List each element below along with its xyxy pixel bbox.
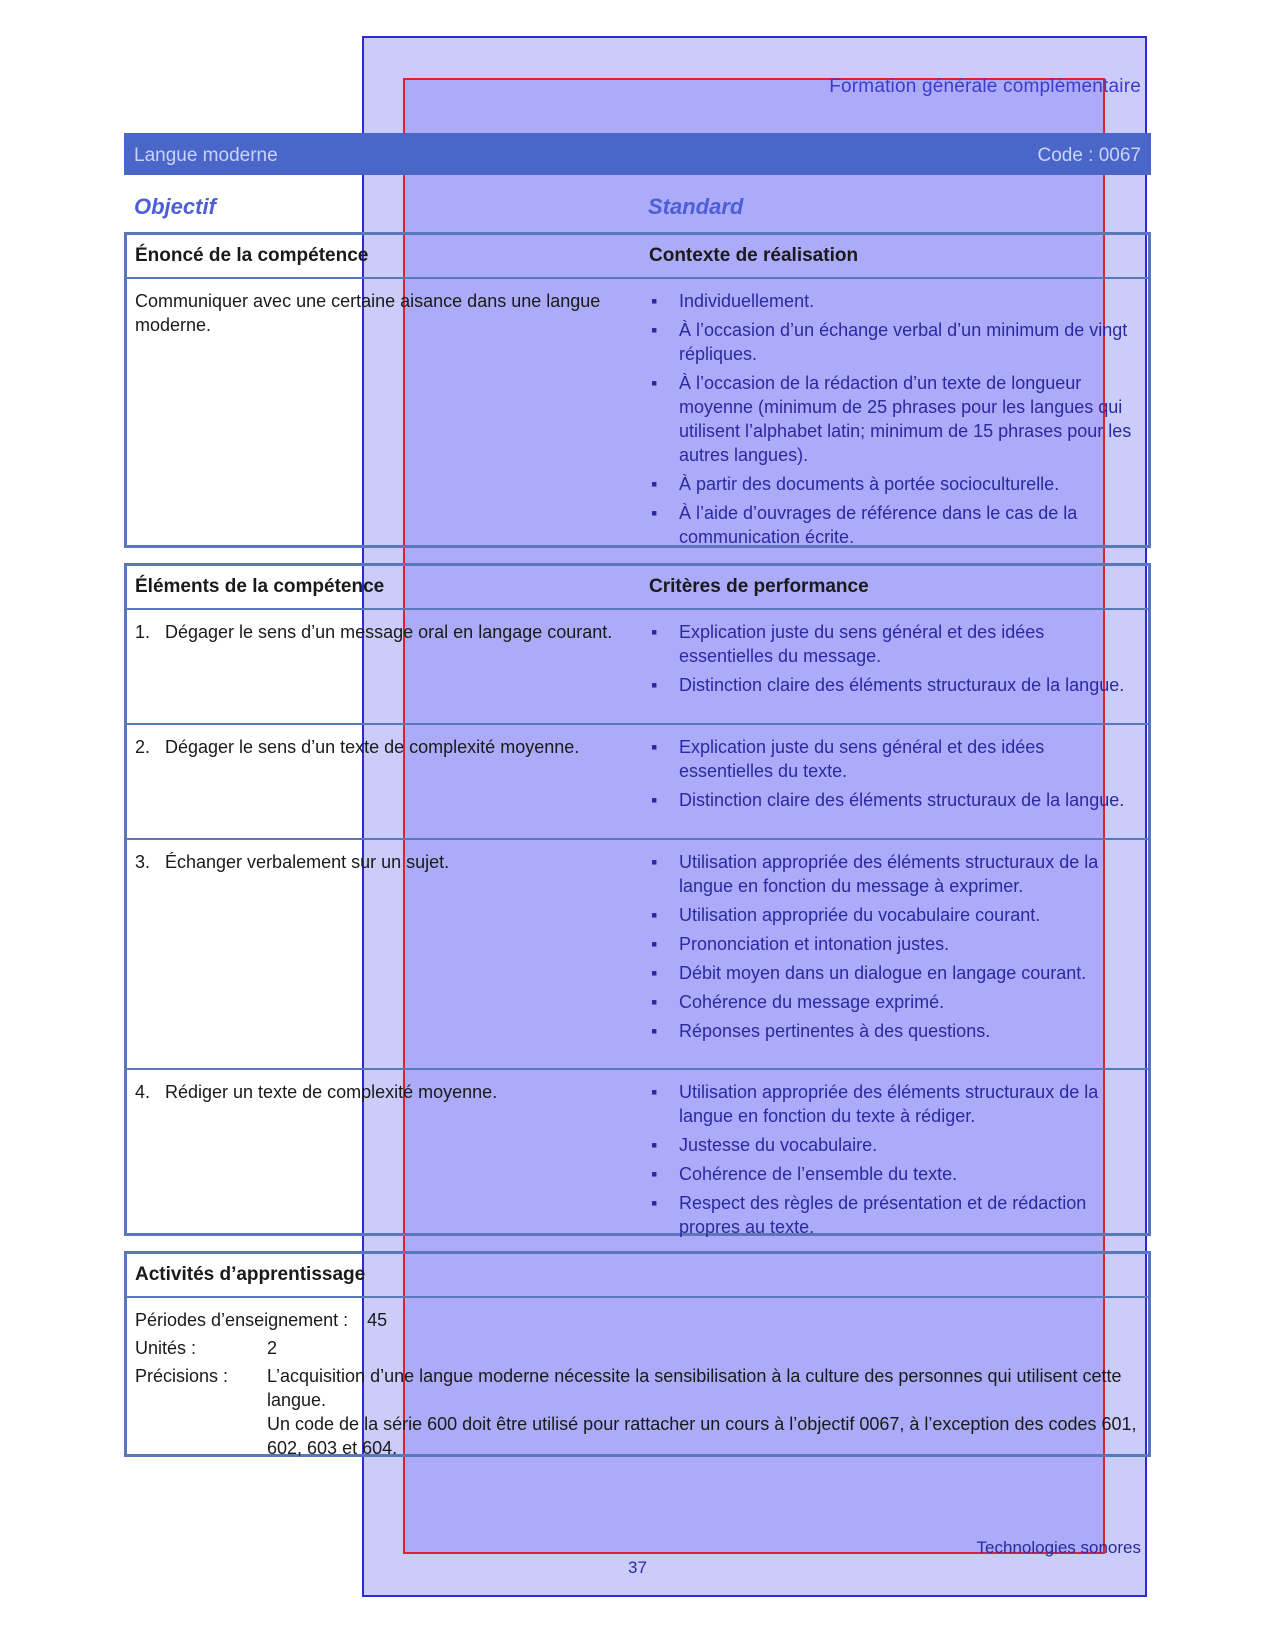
list-item: ▪ Réponses pertinentes à des questions. [649, 1019, 1139, 1043]
precisions-label: Précisions : [135, 1366, 229, 1386]
course-name: Langue moderne [134, 145, 278, 166]
criteres-heading: Critères de performance [649, 576, 869, 597]
activites-heading: Activités d’apprentissage [135, 1264, 366, 1285]
periodes-value: 45 [367, 1310, 388, 1330]
footer-program: Technologies sonores [976, 1538, 1141, 1557]
list-item: ▪ À partir des documents à portée socioculturelle. [649, 472, 1139, 496]
unites-value: 2 [267, 1338, 278, 1358]
standard-label: Standard [648, 194, 744, 219]
element-text [135, 850, 645, 874]
unites-label: Unités : [135, 1338, 197, 1358]
table-row [127, 725, 1148, 840]
elements-heading: Éléments de la compétence [135, 576, 385, 597]
list-item: ▪ Utilisation appropriée du vocabulaire courant. [649, 903, 1139, 927]
list-item: ▪ Justesse du vocabulaire. [649, 1133, 1139, 1157]
activites-header [127, 1254, 1148, 1298]
enonce-text: Communiquer avec une certaine aisance dans une langue moderne. [135, 291, 601, 335]
course-code: Code : 0067 [1037, 145, 1141, 166]
list-item: ▪ À l’occasion d’un échange verbal d’un minimum de vingt répliques. [649, 318, 1139, 366]
list-item: ▪ Utilisation appropriée des éléments structuraux de la langue en fonction du texte à rédiger. [649, 1080, 1139, 1128]
periodes-label: Périodes d’enseignement : [135, 1310, 349, 1330]
element-number: 2. [135, 737, 151, 757]
list-item: ▪ Distinction claire des éléments structuraux de la langue. [649, 788, 1139, 812]
precisions-line [135, 1364, 1140, 1460]
enonce-heading: Énoncé de la compétence [135, 245, 369, 266]
criteria-wrap [649, 1080, 1139, 1244]
table-row [127, 610, 1148, 725]
element-text [135, 1080, 645, 1104]
unites-line [135, 1336, 277, 1360]
activites-box [124, 1251, 1151, 1457]
element-number: 1. [135, 622, 151, 642]
elements-box [124, 563, 1151, 1236]
competence-box [124, 232, 1151, 548]
element-number: 4. [135, 1082, 151, 1102]
contexte-list [649, 289, 1139, 549]
table-row [127, 840, 1148, 1070]
list-item: ▪ Distinction claire des éléments structuraux de la langue. [649, 673, 1139, 697]
element-text [135, 620, 645, 644]
contexte-heading: Contexte de réalisation [649, 245, 859, 266]
criteria-list [649, 850, 1139, 1043]
activites-body [127, 1298, 1148, 1456]
element-label: Dégager le sens d’un texte de complexité moyenne. [165, 737, 580, 757]
criteria-wrap [649, 850, 1139, 1048]
criteria-wrap [649, 735, 1139, 817]
list-item: ▪ Cohérence du message exprimé. [649, 990, 1139, 1014]
list-item: ▪ Explication juste du sens général et des idées essentielles du texte. [649, 735, 1139, 783]
criteria-list [649, 620, 1139, 697]
table-row [127, 1070, 1148, 1240]
competence-row [127, 279, 1148, 545]
periodes-line [135, 1308, 387, 1332]
precisions-text [267, 1364, 1140, 1460]
list-item: ▪ Respect des règles de présentation et de rédaction propres au texte. [649, 1191, 1139, 1239]
list-item: ▪ Prononciation et intonation justes. [649, 932, 1139, 956]
title-band [124, 133, 1151, 175]
objectif-label: Objectif [134, 194, 216, 219]
list-item: ▪ À l’aide d’ouvrages de référence dans le cas de la communication écrite. [649, 501, 1139, 549]
list-item: ▪ Utilisation appropriée des éléments structuraux de la langue en fonction du message à exprimer. [649, 850, 1139, 898]
list-item: ▪ Débit moyen dans un dialogue en langage courant. [649, 961, 1139, 985]
element-text [135, 735, 645, 759]
program-title: Formation générale complémentaire [829, 76, 1141, 97]
competence-header [127, 235, 1148, 279]
element-label: Dégager le sens d’un message oral en langage courant. [165, 622, 613, 642]
page-number: 37 [628, 1558, 647, 1577]
list-item: ▪ Cohérence de l’ensemble du texte. [649, 1162, 1139, 1186]
criteria-wrap [649, 620, 1139, 702]
list-item: ▪ À l’occasion de la rédaction d’un texte de longueur moyenne (minimum de 25 phrases pour les langues qui utilisent l’alphabet latin; minimum de 15 phrases pour les autres langues). [649, 371, 1139, 467]
element-number: 3. [135, 852, 151, 872]
precisions-paragraph-1: L’acquisition d’une langue moderne nécessite la sensibilisation à la culture des personnes qui utilisent cette langue. [267, 1366, 1122, 1410]
elements-header [127, 566, 1148, 610]
element-label: Échanger verbalement sur un sujet. [165, 852, 450, 872]
criteria-list [649, 735, 1139, 812]
list-item: ▪ Individuellement. [649, 289, 1139, 313]
element-label: Rédiger un texte de complexité moyenne. [165, 1082, 498, 1102]
contexte-list-wrap [649, 289, 1139, 554]
list-item: ▪ Explication juste du sens général et des idées essentielles du message. [649, 620, 1139, 668]
criteria-list [649, 1080, 1139, 1239]
precisions-paragraph-2: Un code de la série 600 doit être utilisé pour rattacher un cours à l’objectif 0067, à l’exception des codes 601, 602, 603 et 604. [267, 1414, 1137, 1458]
